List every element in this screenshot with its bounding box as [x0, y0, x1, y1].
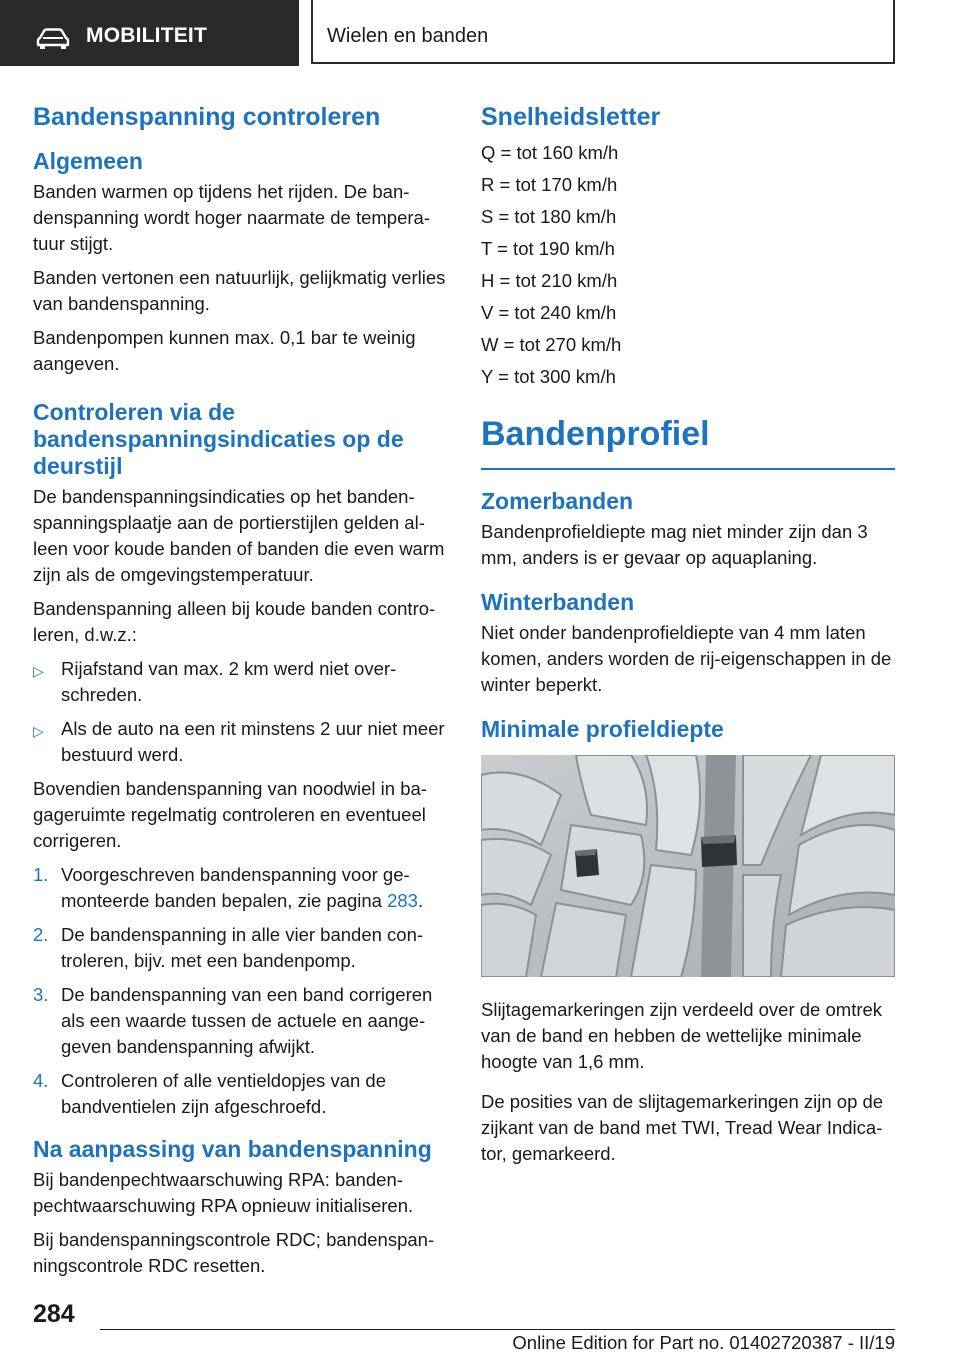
step-number: 2. [33, 924, 49, 945]
paragraph: Banden vertonen een natuurlijk, gelijkmatig verlies van bandenspanning. [33, 267, 446, 314]
list-item: 3. De bandenspanning van een band corrigeren als een waarde tussen de actuele en aangegeven bandenspanning afwijkt. [33, 984, 433, 1057]
speed-line: Q = tot 160 km/h [481, 142, 619, 163]
speed-line: W = tot 270 km/h [481, 334, 622, 355]
page-link[interactable]: 283 [387, 890, 418, 911]
paragraph: Niet onder bandenprofieldiepte van 4 mm laten komen, anders worden de rij-eigenschappen in de winter beperkt. [481, 622, 892, 695]
heading-bandenprofiel: Bandenprofiel [481, 414, 895, 470]
speed-list [481, 140, 895, 390]
paragraph: Bandenpompen kunnen max. 0,1 bar te weinig aangeven. [33, 327, 416, 374]
paragraph: Bij bandenpechtwaarschuwing RPA: bandenpechtwaarschuwing RPA opnieuw initialiseren. [33, 1169, 414, 1216]
list-item: 2. De bandenspanning in alle vier banden controleren, bijv. met een bandenpomp. [33, 924, 424, 971]
paragraph: Bij bandenspanningscontrole RDC; bandenspanningscontrole RDC resetten. [33, 1229, 435, 1276]
chapter-tab [311, 0, 895, 64]
step-number: 1. [33, 864, 49, 885]
heading-zomerbanden: Zomerbanden [481, 488, 634, 514]
paragraph: De bandenspanningsindicaties op het bandenspanningsplaatje aan de portierstijlen gelden alleen voor koude banden of banden die even warm zijn als de omgevingstemperatuur. [33, 486, 445, 585]
step-number: 4. [33, 1070, 49, 1091]
paragraph: Bovendien bandenspanning van noodwiel in bagageruimte regelmatig controleren en eventueel corrigeren. [33, 778, 427, 851]
paragraph: Bandenspanning alleen bij koude banden controleren, d.w.z.: [33, 598, 436, 645]
bullet-list [33, 656, 448, 768]
speed-line: Y = tot 300 km/h [481, 366, 616, 387]
tyre-tread-illustration [481, 755, 895, 977]
heading-aanpassing: Na aanpassing van bandenspanning [33, 1136, 432, 1162]
edition-note: Online Edition for Part no. 01402720387 - II/19 [512, 1332, 895, 1353]
paragraph: Banden warmen op tijdens het rijden. De bandenspanning wordt hoger naarmate de temperatuur stijgt. [33, 181, 430, 254]
list-item: ▷ Rijafstand van max. 2 km werd niet overschreden. [33, 658, 397, 705]
wear-marker [575, 849, 599, 877]
triangle-bullet-icon: ▷ [33, 723, 44, 739]
list-item: 4. Controleren of alle ventieldopjes van de bandventielen zijn afgeschroefd. [33, 1070, 386, 1117]
heading-minimale-profieldiepte: Minimale profieldiepte [481, 716, 724, 742]
heading-bandenspanning: Bandenspanning controleren [33, 103, 381, 131]
right-column [481, 100, 895, 1175]
step-number: 3. [33, 984, 49, 1005]
numbered-list [33, 862, 448, 1120]
speed-line: H = tot 210 km/h [481, 270, 618, 291]
paragraph: Bandenprofieldiepte mag niet minder zijn dan 3 mm, anders is er gevaar op aquaplaning. [481, 521, 868, 568]
section-title: MOBILITEIT [86, 24, 207, 47]
list-item: ▷ Als de auto na een rit minstens 2 uur niet meer bestuurd werd. [33, 718, 445, 765]
heading-snelheidsletter: Snelheidsletter [481, 103, 661, 131]
speed-line: R = tot 170 km/h [481, 174, 618, 195]
speed-line: V = tot 240 km/h [481, 302, 617, 323]
heading-deurstijl: Controleren via de bandenspanningsindicaties op de deurstijl [33, 399, 404, 479]
wear-marker [701, 835, 737, 867]
left-column [33, 100, 448, 1287]
speed-line: S = tot 180 km/h [481, 206, 617, 227]
chapter-title: Wielen en banden [327, 25, 489, 47]
list-item: 1. Voorgeschreven bandenspanning voor gemonteerde banden bepalen, zie pagina 283. [33, 864, 424, 911]
speed-line: T = tot 190 km/h [481, 238, 615, 259]
heading-algemeen: Algemeen [33, 148, 143, 174]
paragraph: De posities van de slijtagemarkeringen zijn op de zijkant van de band met TWI, Tread Wear Indicator, gemarkeerd. [481, 1091, 884, 1164]
paragraph: Slijtagemarkeringen zijn verdeeld over de omtrek van de band en hebben de wettelijke minimale hoogte van 1,6 mm. [481, 999, 883, 1072]
triangle-bullet-icon: ▷ [33, 663, 44, 679]
heading-winterbanden: Winterbanden [481, 589, 635, 615]
footer-rule [100, 1329, 895, 1330]
car-icon [36, 28, 70, 50]
section-tab [0, 0, 299, 66]
page-number: 284 [33, 1300, 75, 1328]
